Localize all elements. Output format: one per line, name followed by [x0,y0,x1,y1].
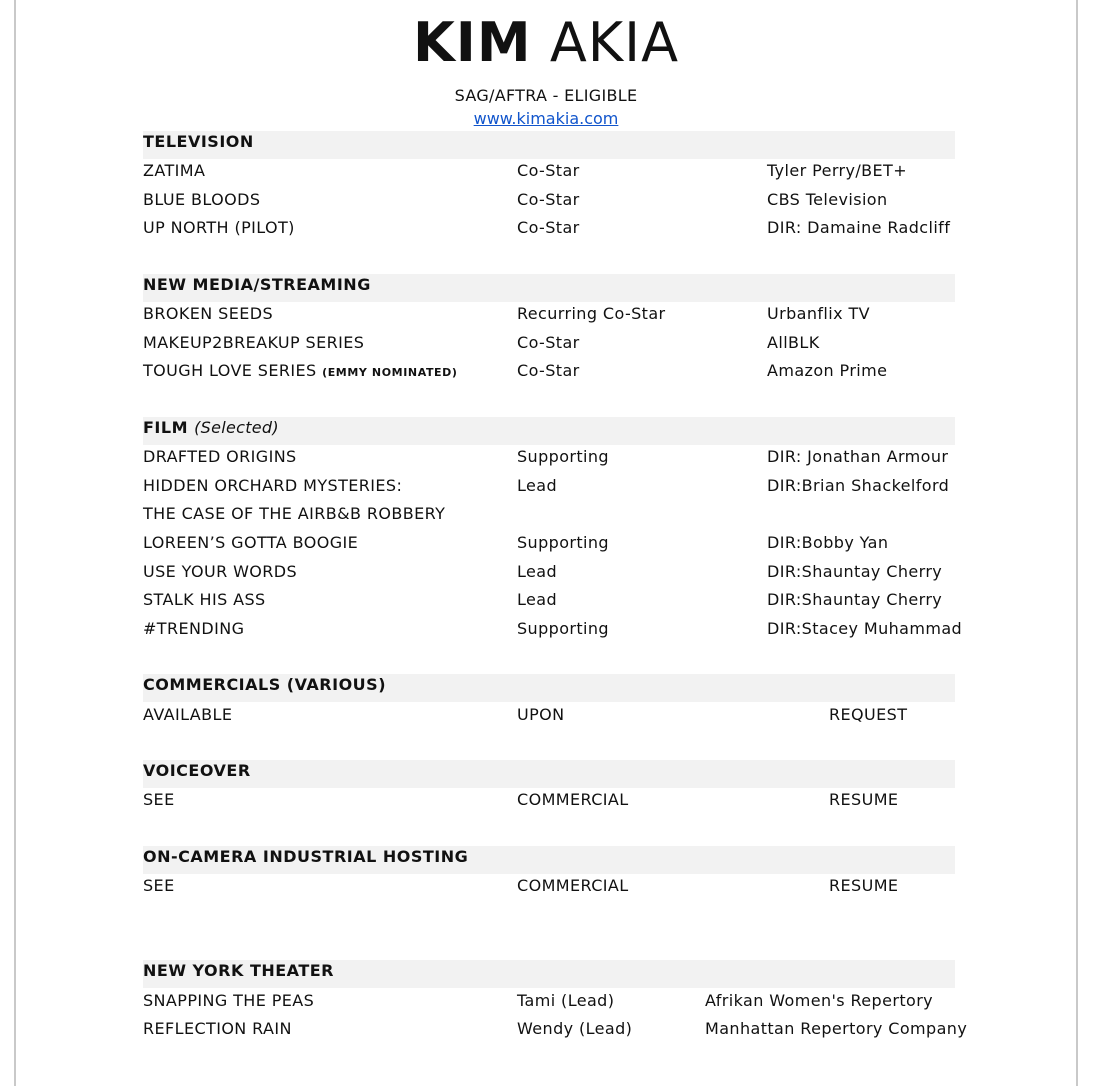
credit-role: Co-Star [517,218,580,237]
first-name: KIM [412,11,532,74]
credit-role: Co-Star [517,161,580,180]
credit-title: LOREEN’S GOTTA BOOGIE [143,533,359,552]
table-row [16,161,1080,189]
credit-role: Recurring Co-Star [517,304,666,323]
table-row [16,304,1080,332]
website-line [16,109,1076,128]
credit-producer: Tyler Perry/BET+ [767,161,908,180]
hosting-col-3: RESUME [829,876,899,895]
credit-title: BLUE BLOODS [143,190,261,209]
credit-director: DIR:Stacey Muhammad [767,619,963,638]
voiceover-col-1: SEE [143,790,175,809]
credit-title-with-note [143,361,458,380]
table-row [16,447,1080,475]
credit-director: DIR: Jonathan Armour [767,447,949,466]
table-row [16,533,1080,561]
voiceover-col-3: RESUME [829,790,899,809]
credit-role: Lead [517,476,558,495]
last-name: AKIA [549,11,680,74]
credit-role: Co-Star [517,361,580,380]
credit-role: Lead [517,562,558,581]
credit-company: Manhattan Repertory Company [705,1019,968,1038]
credit-director: DIR:Shauntay Cherry [767,590,943,609]
credit-title: TOUGH LOVE SERIES [143,361,317,380]
credit-title: STALK HIS ASS [143,590,266,609]
credit-title: ZATIMA [143,161,206,180]
table-row [16,361,1080,389]
section-commercials-heading: COMMERCIALS (VARIOUS) [143,674,955,702]
commercials-col-3: REQUEST [829,705,908,724]
credit-title: SNAPPING THE PEAS [143,991,315,1010]
credit-producer: CBS Television [767,190,888,209]
commercials-col-1: AVAILABLE [143,705,233,724]
award-note: (EMMY NOMINATED) [322,366,458,379]
section-theater-heading: NEW YORK THEATER [143,960,955,988]
credit-director: DIR:Bobby Yan [767,533,889,552]
credit-producer: Amazon Prime [767,361,888,380]
credit-role: Tami (Lead) [517,991,615,1010]
section-film-heading [143,417,955,445]
credit-title: USE YOUR WORDS [143,562,298,581]
table-row [16,476,1080,504]
film-title: FILM [143,418,188,437]
section-hosting-heading: ON-CAMERA INDUSTRIAL HOSTING [143,846,955,874]
credit-role: Supporting [517,447,609,466]
credit-role: Wendy (Lead) [517,1019,633,1038]
hosting-col-1: SEE [143,876,175,895]
credit-role: Co-Star [517,190,580,209]
section-new-media-heading: NEW MEDIA/STREAMING [143,274,955,302]
table-row [16,705,1080,733]
union-status: SAG/AFTRA - ELIGIBLE [454,86,638,105]
credit-director: DIR:Shauntay Cherry [767,562,943,581]
table-row [16,619,1080,647]
commercials-col-2: UPON [517,705,565,724]
table-row [16,190,1080,218]
voiceover-col-2: COMMERCIAL [517,790,629,809]
table-row [16,790,1080,818]
website-link[interactable]: www.kimakia.com [473,109,619,128]
credit-title: DRAFTED ORIGINS [143,447,297,466]
credit-producer: AllBLK [767,333,820,352]
table-row [16,333,1080,361]
credit-director: DIR:Brian Shackelford [767,476,950,495]
section-voiceover-heading: VOICEOVER [143,760,955,788]
hosting-col-2: COMMERCIAL [517,876,629,895]
credit-role: Supporting [517,619,609,638]
credit-title: BROKEN SEEDS [143,304,273,323]
credit-title: THE CASE OF THE AIRB&B ROBBERY [143,504,446,523]
table-row [16,218,1080,246]
table-row [16,562,1080,590]
credit-role: Supporting [517,533,609,552]
section-television-heading: TELEVISION [143,131,955,159]
credit-company: Afrikan Women's Repertory [705,991,934,1010]
credit-title: #TRENDING [143,619,245,638]
credit-title: REFLECTION RAIN [143,1019,292,1038]
table-row [16,504,1080,532]
table-row [16,1019,1080,1047]
table-row [16,590,1080,618]
resume-page [14,0,1078,1086]
table-row [16,991,1080,1019]
table-row [16,876,1080,904]
actor-name [16,10,1076,76]
credit-title: HIDDEN ORCHARD MYSTERIES: [143,476,403,495]
credit-role: Co-Star [517,333,580,352]
credit-title: MAKEUP2BREAKUP SERIES [143,333,365,352]
credit-title: UP NORTH (PILOT) [143,218,295,237]
film-subtitle: (Selected) [194,418,279,437]
credit-producer: DIR: Damaine Radcliff [767,218,951,237]
credit-producer: Urbanflix TV [767,304,870,323]
credit-role: Lead [517,590,558,609]
